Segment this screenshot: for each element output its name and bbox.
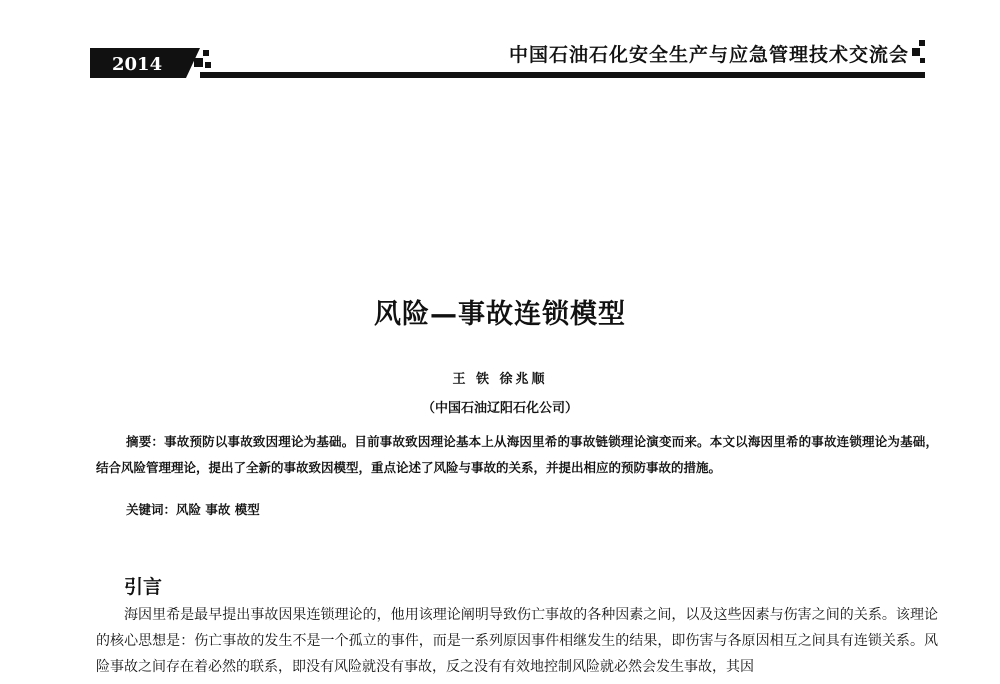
paper-affiliation: （中国石油辽阳石化公司）	[421, 401, 578, 416]
paper-abstract: 摘要：事故预防以事故致因理论为基础。目前事故致因理论基本上从海因里希的事故链锁理论演变而来。本文以海因里希的事故连锁理论为基础，结合风险管理理论，提出了全新的事故致因模型，重点论述了风险与事故的关系，并提出相应的预防事故的措施。	[96, 434, 938, 475]
decor-square-icon	[912, 48, 920, 56]
decor-square-icon	[203, 50, 209, 56]
paper-title: 风险—事故连锁模型	[374, 299, 626, 330]
section-body-text: 海因里希是最早提出事故因果连锁理论的，他用该理论阐明导致伤亡事故的各种因素之间，以及这些因素与伤害之间的关系。该理论的核心思想是：伤亡事故的发生不是一个孤立的事件，而是一系列原因事件相继发生的结果，即伤害与各原因相互之间具有连锁关系。风险事故之间存在着必然的联系，即没有风险就没有事故，反之没有有效地控制风险就必然会发生事故，其因	[96, 607, 938, 675]
decor-square-icon	[920, 58, 925, 63]
year-block	[90, 48, 186, 78]
decor-square-icon	[194, 58, 203, 67]
decor-square-icon	[919, 40, 925, 46]
decor-square-icon	[205, 62, 211, 68]
conference-title: 中国石油石化安全生产与应急管理技术交流会	[508, 44, 909, 66]
page-header	[90, 46, 925, 78]
paper-keywords: 关键词：风险 事故 模型	[126, 502, 260, 517]
header-rule	[200, 72, 925, 78]
section-heading: 引言	[124, 576, 163, 598]
year-label: 2014	[112, 54, 163, 75]
paper-authors: 王 铁 徐兆顺	[452, 372, 548, 387]
